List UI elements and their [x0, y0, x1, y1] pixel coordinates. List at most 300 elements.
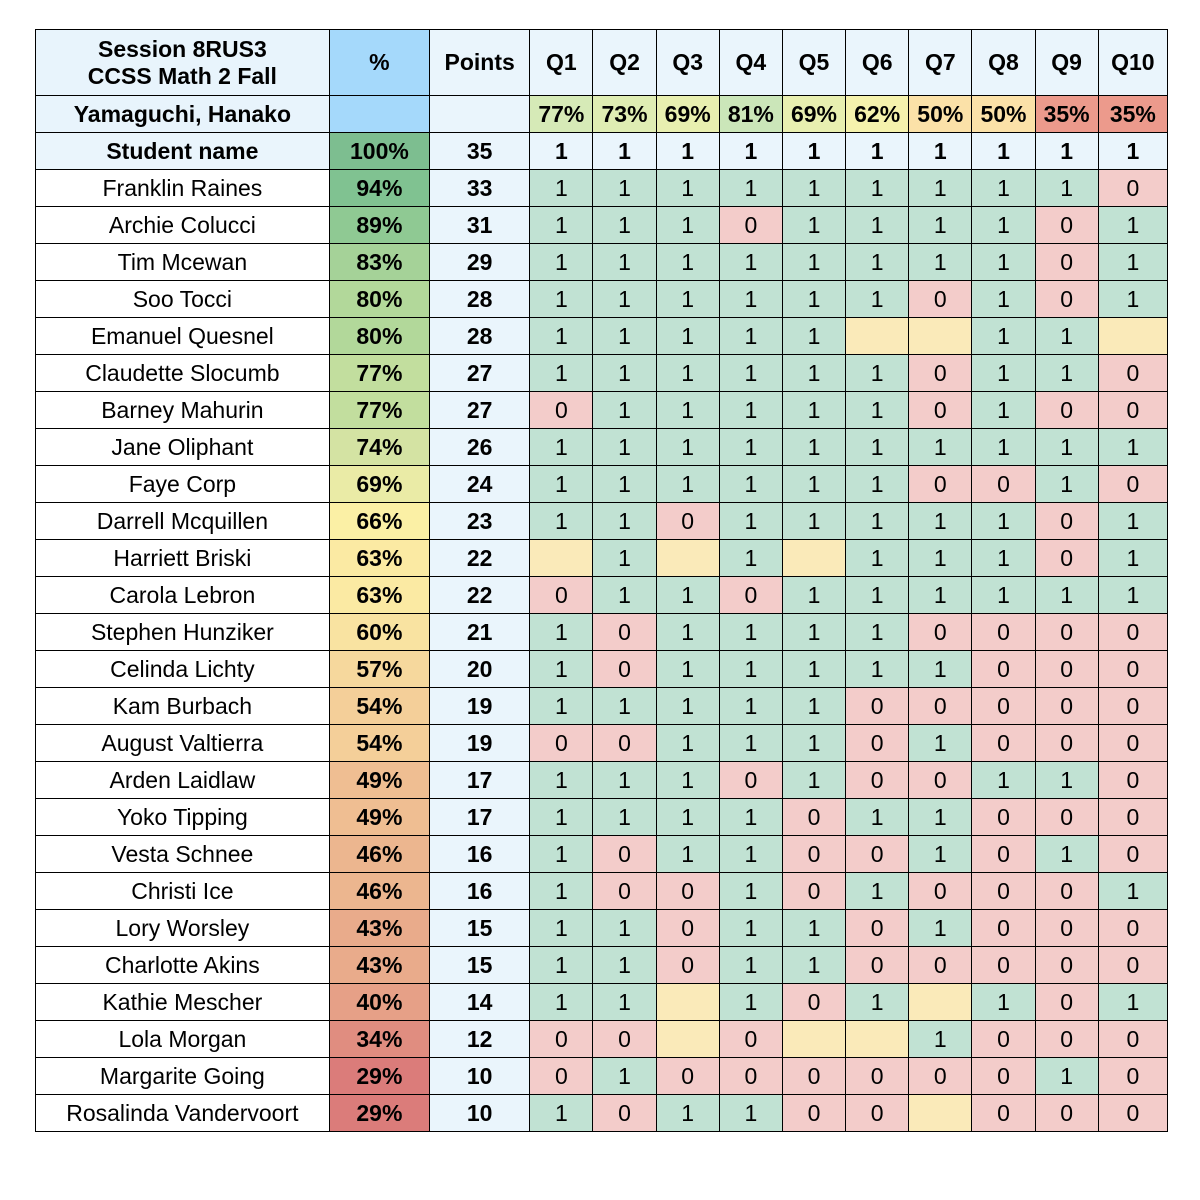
student-name[interactable]: Lola Morgan	[36, 1021, 330, 1058]
score-cell[interactable]: 1	[782, 466, 845, 503]
student-points[interactable]: 31	[430, 207, 530, 244]
score-cell[interactable]: 1	[719, 614, 782, 651]
score-cell[interactable]: 0	[972, 1058, 1035, 1095]
score-cell[interactable]: 0	[656, 873, 719, 910]
score-cell[interactable]: 0	[1098, 392, 1167, 429]
score-cell[interactable]: 0	[593, 725, 656, 762]
score-cell[interactable]: 1	[656, 281, 719, 318]
score-cell[interactable]: 1	[1035, 577, 1098, 614]
answer-key-score[interactable]: 1	[782, 133, 845, 170]
score-cell[interactable]: 1	[719, 799, 782, 836]
score-cell[interactable]: 1	[656, 836, 719, 873]
student-percent[interactable]: 63%	[329, 540, 429, 577]
score-cell[interactable]: 1	[782, 614, 845, 651]
score-cell[interactable]: 1	[782, 170, 845, 207]
score-cell[interactable]: 1	[530, 281, 593, 318]
score-cell[interactable]	[782, 540, 845, 577]
score-cell[interactable]: 1	[972, 355, 1035, 392]
score-cell[interactable]: 1	[656, 466, 719, 503]
score-cell[interactable]: 1	[656, 429, 719, 466]
score-cell[interactable]: 1	[782, 947, 845, 984]
score-cell[interactable]: 1	[719, 355, 782, 392]
score-cell[interactable]: 0	[656, 503, 719, 540]
score-cell[interactable]: 0	[782, 873, 845, 910]
score-cell[interactable]: 1	[972, 762, 1035, 799]
score-cell[interactable]: 0	[1098, 910, 1167, 947]
percent-header[interactable]: %	[329, 30, 429, 96]
question-percent[interactable]: 69%	[782, 96, 845, 133]
score-cell[interactable]: 0	[909, 873, 972, 910]
student-percent[interactable]: 46%	[329, 836, 429, 873]
score-cell[interactable]: 0	[1098, 725, 1167, 762]
student-name[interactable]: Claudette Slocumb	[36, 355, 330, 392]
score-cell[interactable]: 0	[846, 910, 909, 947]
student-points[interactable]: 19	[430, 688, 530, 725]
student-percent[interactable]: 29%	[329, 1095, 429, 1132]
score-cell[interactable]: 1	[719, 429, 782, 466]
score-cell[interactable]: 0	[719, 1058, 782, 1095]
score-cell[interactable]: 1	[593, 318, 656, 355]
student-percent[interactable]: 69%	[329, 466, 429, 503]
score-cell[interactable]: 1	[593, 910, 656, 947]
score-cell[interactable]: 1	[909, 651, 972, 688]
score-cell[interactable]: 1	[972, 244, 1035, 281]
score-cell[interactable]: 0	[593, 1095, 656, 1132]
score-cell[interactable]: 0	[782, 1058, 845, 1095]
score-cell[interactable]: 1	[530, 836, 593, 873]
student-name[interactable]: Christi Ice	[36, 873, 330, 910]
score-cell[interactable]: 1	[530, 170, 593, 207]
score-cell[interactable]: 1	[846, 984, 909, 1021]
student-name[interactable]: Kathie Mescher	[36, 984, 330, 1021]
question-percent[interactable]: 62%	[846, 96, 909, 133]
student-percent[interactable]: 63%	[329, 577, 429, 614]
score-cell[interactable]: 1	[656, 170, 719, 207]
score-cell[interactable]: 1	[719, 984, 782, 1021]
score-cell[interactable]: 1	[530, 651, 593, 688]
student-points[interactable]: 26	[430, 429, 530, 466]
score-cell[interactable]: 0	[1035, 1095, 1098, 1132]
score-cell[interactable]: 1	[530, 799, 593, 836]
teacher-percent-cell[interactable]	[329, 96, 429, 133]
score-cell[interactable]: 1	[530, 910, 593, 947]
score-cell[interactable]: 0	[909, 1058, 972, 1095]
score-cell[interactable]: 0	[909, 281, 972, 318]
student-name[interactable]: Franklin Raines	[36, 170, 330, 207]
score-cell[interactable]	[909, 984, 972, 1021]
student-points[interactable]: 19	[430, 725, 530, 762]
score-cell[interactable]: 1	[972, 503, 1035, 540]
score-cell[interactable]: 0	[972, 688, 1035, 725]
score-cell[interactable]	[1098, 318, 1167, 355]
score-cell[interactable]: 1	[909, 725, 972, 762]
score-cell[interactable]: 0	[656, 947, 719, 984]
student-name[interactable]: Kam Burbach	[36, 688, 330, 725]
score-cell[interactable]: 1	[846, 392, 909, 429]
student-percent[interactable]: 60%	[329, 614, 429, 651]
score-cell[interactable]: 1	[530, 207, 593, 244]
score-cell[interactable]	[846, 1021, 909, 1058]
score-cell[interactable]: 1	[656, 355, 719, 392]
score-cell[interactable]: 0	[1035, 873, 1098, 910]
score-cell[interactable]: 0	[909, 762, 972, 799]
score-cell[interactable]: 0	[972, 651, 1035, 688]
score-cell[interactable]: 0	[530, 1058, 593, 1095]
score-cell[interactable]: 0	[719, 762, 782, 799]
score-cell[interactable]: 0	[719, 207, 782, 244]
student-name[interactable]: Margarite Going	[36, 1058, 330, 1095]
score-cell[interactable]: 0	[1035, 244, 1098, 281]
score-cell[interactable]: 1	[909, 170, 972, 207]
score-cell[interactable]: 1	[530, 503, 593, 540]
score-cell[interactable]: 0	[846, 836, 909, 873]
score-cell[interactable]: 1	[719, 873, 782, 910]
score-cell[interactable]: 1	[593, 1058, 656, 1095]
student-points[interactable]: 22	[430, 577, 530, 614]
answer-key-score[interactable]: 1	[1035, 133, 1098, 170]
score-cell[interactable]: 1	[1098, 244, 1167, 281]
score-cell[interactable]: 1	[719, 170, 782, 207]
student-percent[interactable]: 83%	[329, 244, 429, 281]
score-cell[interactable]: 1	[972, 170, 1035, 207]
student-points[interactable]: 14	[430, 984, 530, 1021]
score-cell[interactable]: 1	[846, 429, 909, 466]
score-cell[interactable]: 1	[593, 466, 656, 503]
student-percent[interactable]: 94%	[329, 170, 429, 207]
score-cell[interactable]: 1	[909, 503, 972, 540]
score-cell[interactable]	[530, 540, 593, 577]
score-cell[interactable]: 1	[719, 1095, 782, 1132]
student-points[interactable]: 33	[430, 170, 530, 207]
score-cell[interactable]: 0	[846, 947, 909, 984]
score-cell[interactable]: 1	[782, 503, 845, 540]
score-cell[interactable]: 1	[719, 688, 782, 725]
score-cell[interactable]: 1	[593, 503, 656, 540]
score-cell[interactable]: 1	[656, 1095, 719, 1132]
score-cell[interactable]: 1	[1098, 207, 1167, 244]
student-percent[interactable]: 54%	[329, 688, 429, 725]
score-cell[interactable]: 1	[593, 281, 656, 318]
score-cell[interactable]: 1	[530, 429, 593, 466]
score-cell[interactable]: 1	[1098, 577, 1167, 614]
score-cell[interactable]: 1	[972, 577, 1035, 614]
score-cell[interactable]: 0	[1035, 281, 1098, 318]
student-points[interactable]: 15	[430, 910, 530, 947]
student-name[interactable]: Faye Corp	[36, 466, 330, 503]
score-cell[interactable]: 1	[530, 873, 593, 910]
score-cell[interactable]	[909, 318, 972, 355]
score-cell[interactable]: 0	[1098, 947, 1167, 984]
score-cell[interactable]: 1	[909, 429, 972, 466]
student-percent[interactable]: 89%	[329, 207, 429, 244]
score-cell[interactable]: 1	[782, 577, 845, 614]
score-cell[interactable]: 0	[593, 1021, 656, 1058]
question-header[interactable]: Q7	[909, 30, 972, 96]
score-cell[interactable]: 1	[909, 577, 972, 614]
answer-key-score[interactable]: 1	[972, 133, 1035, 170]
student-points[interactable]: 22	[430, 540, 530, 577]
score-cell[interactable]: 0	[972, 725, 1035, 762]
score-cell[interactable]: 1	[782, 244, 845, 281]
question-header[interactable]: Q1	[530, 30, 593, 96]
score-cell[interactable]: 1	[846, 651, 909, 688]
answer-key-score[interactable]: 1	[530, 133, 593, 170]
student-percent[interactable]: 80%	[329, 318, 429, 355]
score-cell[interactable]	[656, 984, 719, 1021]
score-cell[interactable]: 0	[1035, 540, 1098, 577]
score-cell[interactable]: 0	[593, 873, 656, 910]
answer-key-score[interactable]: 1	[1098, 133, 1167, 170]
question-header[interactable]: Q5	[782, 30, 845, 96]
score-cell[interactable]: 1	[846, 873, 909, 910]
score-cell[interactable]: 0	[1035, 910, 1098, 947]
score-cell[interactable]: 1	[782, 392, 845, 429]
score-cell[interactable]: 1	[1035, 466, 1098, 503]
score-cell[interactable]: 0	[846, 725, 909, 762]
score-cell[interactable]: 1	[782, 429, 845, 466]
student-percent[interactable]: 29%	[329, 1058, 429, 1095]
score-cell[interactable]: 0	[1098, 614, 1167, 651]
student-name[interactable]: Jane Oliphant	[36, 429, 330, 466]
score-cell[interactable]	[846, 318, 909, 355]
student-points[interactable]: 12	[430, 1021, 530, 1058]
score-cell[interactable]: 0	[909, 392, 972, 429]
student-points[interactable]: 15	[430, 947, 530, 984]
score-cell[interactable]: 1	[656, 244, 719, 281]
score-cell[interactable]: 0	[1098, 651, 1167, 688]
score-cell[interactable]: 1	[782, 318, 845, 355]
score-cell[interactable]: 1	[656, 799, 719, 836]
score-cell[interactable]: 0	[656, 910, 719, 947]
student-points[interactable]: 23	[430, 503, 530, 540]
score-cell[interactable]: 1	[846, 355, 909, 392]
question-percent[interactable]: 35%	[1035, 96, 1098, 133]
score-cell[interactable]: 0	[1098, 170, 1167, 207]
score-cell[interactable]: 1	[530, 614, 593, 651]
student-points[interactable]: 16	[430, 836, 530, 873]
score-cell[interactable]: 0	[782, 836, 845, 873]
score-cell[interactable]: 0	[719, 1021, 782, 1058]
score-cell[interactable]: 0	[1098, 1058, 1167, 1095]
score-cell[interactable]: 0	[972, 799, 1035, 836]
score-cell[interactable]: 1	[846, 207, 909, 244]
score-cell[interactable]: 0	[1035, 947, 1098, 984]
question-header[interactable]: Q4	[719, 30, 782, 96]
score-cell[interactable]: 0	[1098, 799, 1167, 836]
student-name[interactable]: Rosalinda Vandervoort	[36, 1095, 330, 1132]
teacher-points-cell[interactable]	[430, 96, 530, 133]
score-cell[interactable]: 1	[719, 947, 782, 984]
student-points[interactable]: 10	[430, 1058, 530, 1095]
student-percent[interactable]: 77%	[329, 355, 429, 392]
score-cell[interactable]: 0	[782, 984, 845, 1021]
score-cell[interactable]: 1	[719, 392, 782, 429]
score-cell[interactable]: 1	[972, 429, 1035, 466]
score-cell[interactable]: 1	[593, 688, 656, 725]
score-cell[interactable]: 1	[530, 947, 593, 984]
score-cell[interactable]: 0	[1035, 651, 1098, 688]
student-percent[interactable]: 49%	[329, 762, 429, 799]
score-cell[interactable]	[656, 540, 719, 577]
score-cell[interactable]: 1	[1035, 429, 1098, 466]
score-cell[interactable]: 1	[972, 540, 1035, 577]
question-percent[interactable]: 50%	[909, 96, 972, 133]
score-cell[interactable]	[782, 1021, 845, 1058]
score-cell[interactable]: 1	[593, 244, 656, 281]
score-cell[interactable]: 1	[656, 688, 719, 725]
score-cell[interactable]: 1	[530, 984, 593, 1021]
student-points[interactable]: 17	[430, 799, 530, 836]
student-percent[interactable]: 66%	[329, 503, 429, 540]
score-cell[interactable]: 1	[656, 392, 719, 429]
score-cell[interactable]: 1	[846, 466, 909, 503]
score-cell[interactable]: 0	[972, 1095, 1035, 1132]
student-points[interactable]: 28	[430, 281, 530, 318]
score-cell[interactable]: 1	[846, 281, 909, 318]
score-cell[interactable]: 1	[656, 762, 719, 799]
score-cell[interactable]: 1	[1035, 170, 1098, 207]
score-cell[interactable]: 1	[909, 540, 972, 577]
student-name[interactable]: Vesta Schnee	[36, 836, 330, 873]
score-cell[interactable]: 1	[530, 466, 593, 503]
score-cell[interactable]: 1	[972, 392, 1035, 429]
score-cell[interactable]: 1	[782, 651, 845, 688]
score-cell[interactable]: 1	[719, 651, 782, 688]
score-cell[interactable]: 1	[593, 799, 656, 836]
score-cell[interactable]: 1	[782, 688, 845, 725]
score-cell[interactable]: 1	[909, 910, 972, 947]
score-cell[interactable]: 1	[593, 429, 656, 466]
question-header[interactable]: Q9	[1035, 30, 1098, 96]
score-cell[interactable]: 0	[593, 836, 656, 873]
score-cell[interactable]: 1	[1098, 429, 1167, 466]
score-cell[interactable]: 0	[782, 1095, 845, 1132]
score-cell[interactable]: 0	[1098, 1095, 1167, 1132]
student-name[interactable]: Darrell Mcquillen	[36, 503, 330, 540]
student-points[interactable]: 20	[430, 651, 530, 688]
student-name[interactable]: Tim Mcewan	[36, 244, 330, 281]
score-cell[interactable]: 1	[656, 577, 719, 614]
question-percent[interactable]: 81%	[719, 96, 782, 133]
score-cell[interactable]: 0	[1098, 1021, 1167, 1058]
score-cell[interactable]: 1	[1035, 355, 1098, 392]
score-cell[interactable]: 1	[719, 725, 782, 762]
score-cell[interactable]: 1	[530, 244, 593, 281]
student-name-header[interactable]: Student name	[36, 133, 330, 170]
score-cell[interactable]: 1	[656, 318, 719, 355]
score-cell[interactable]: 1	[909, 836, 972, 873]
score-cell[interactable]: 0	[846, 688, 909, 725]
score-cell[interactable]: 0	[719, 577, 782, 614]
score-cell[interactable]: 1	[719, 281, 782, 318]
student-points[interactable]: 27	[430, 355, 530, 392]
score-cell[interactable]: 1	[846, 614, 909, 651]
score-cell[interactable]: 0	[972, 614, 1035, 651]
score-cell[interactable]: 0	[1098, 762, 1167, 799]
student-percent[interactable]: 34%	[329, 1021, 429, 1058]
score-cell[interactable]: 1	[656, 651, 719, 688]
student-name[interactable]: Lory Worsley	[36, 910, 330, 947]
score-cell[interactable]: 1	[782, 281, 845, 318]
score-cell[interactable]: 1	[593, 762, 656, 799]
score-cell[interactable]: 1	[1098, 540, 1167, 577]
score-cell[interactable]	[656, 1021, 719, 1058]
score-cell[interactable]: 0	[909, 355, 972, 392]
student-name[interactable]: Harriett Briski	[36, 540, 330, 577]
student-name[interactable]: Stephen Hunziker	[36, 614, 330, 651]
student-points[interactable]: 10	[430, 1095, 530, 1132]
score-cell[interactable]: 1	[782, 207, 845, 244]
score-cell[interactable]: 0	[1035, 725, 1098, 762]
student-percent[interactable]: 43%	[329, 910, 429, 947]
question-header[interactable]: Q10	[1098, 30, 1167, 96]
score-cell[interactable]: 0	[656, 1058, 719, 1095]
student-name[interactable]: Charlotte Akins	[36, 947, 330, 984]
score-cell[interactable]: 0	[1035, 799, 1098, 836]
score-cell[interactable]: 0	[782, 799, 845, 836]
student-percent[interactable]: 46%	[329, 873, 429, 910]
score-cell[interactable]: 0	[1035, 984, 1098, 1021]
score-cell[interactable]: 1	[719, 318, 782, 355]
score-cell[interactable]: 0	[972, 873, 1035, 910]
score-cell[interactable]: 1	[593, 947, 656, 984]
score-cell[interactable]: 1	[719, 244, 782, 281]
score-cell[interactable]: 1	[530, 355, 593, 392]
student-points[interactable]: 27	[430, 392, 530, 429]
score-cell[interactable]: 0	[530, 392, 593, 429]
question-percent[interactable]: 73%	[593, 96, 656, 133]
score-cell[interactable]: 0	[1098, 836, 1167, 873]
score-cell[interactable]: 1	[1098, 503, 1167, 540]
student-points[interactable]: 28	[430, 318, 530, 355]
student-percent[interactable]: 43%	[329, 947, 429, 984]
score-cell[interactable]: 0	[1035, 207, 1098, 244]
score-cell[interactable]: 0	[909, 466, 972, 503]
score-cell[interactable]: 1	[782, 725, 845, 762]
score-cell[interactable]: 1	[593, 577, 656, 614]
score-cell[interactable]: 1	[972, 984, 1035, 1021]
question-header[interactable]: Q6	[846, 30, 909, 96]
score-cell[interactable]: 0	[1098, 355, 1167, 392]
question-percent[interactable]: 69%	[656, 96, 719, 133]
score-cell[interactable]: 0	[909, 947, 972, 984]
score-cell[interactable]: 0	[1035, 392, 1098, 429]
score-cell[interactable]: 1	[530, 1095, 593, 1132]
student-percent[interactable]: 54%	[329, 725, 429, 762]
score-cell[interactable]: 1	[593, 355, 656, 392]
score-cell[interactable]: 0	[972, 947, 1035, 984]
score-cell[interactable]: 0	[593, 614, 656, 651]
question-header[interactable]: Q8	[972, 30, 1035, 96]
student-percent[interactable]: 40%	[329, 984, 429, 1021]
score-cell[interactable]: 0	[1098, 466, 1167, 503]
score-cell[interactable]: 0	[846, 1058, 909, 1095]
score-cell[interactable]: 1	[846, 540, 909, 577]
score-cell[interactable]: 0	[1035, 614, 1098, 651]
score-cell[interactable]: 1	[972, 281, 1035, 318]
student-percent[interactable]: 57%	[329, 651, 429, 688]
score-cell[interactable]: 1	[656, 614, 719, 651]
answer-key-score[interactable]: 1	[656, 133, 719, 170]
score-cell[interactable]: 1	[1098, 873, 1167, 910]
score-cell[interactable]: 0	[972, 1021, 1035, 1058]
student-name[interactable]: Emanuel Quesnel	[36, 318, 330, 355]
student-points[interactable]: 29	[430, 244, 530, 281]
score-cell[interactable]: 1	[846, 244, 909, 281]
score-cell[interactable]: 0	[909, 614, 972, 651]
answer-key-points[interactable]: 35	[430, 133, 530, 170]
score-cell[interactable]: 1	[719, 910, 782, 947]
